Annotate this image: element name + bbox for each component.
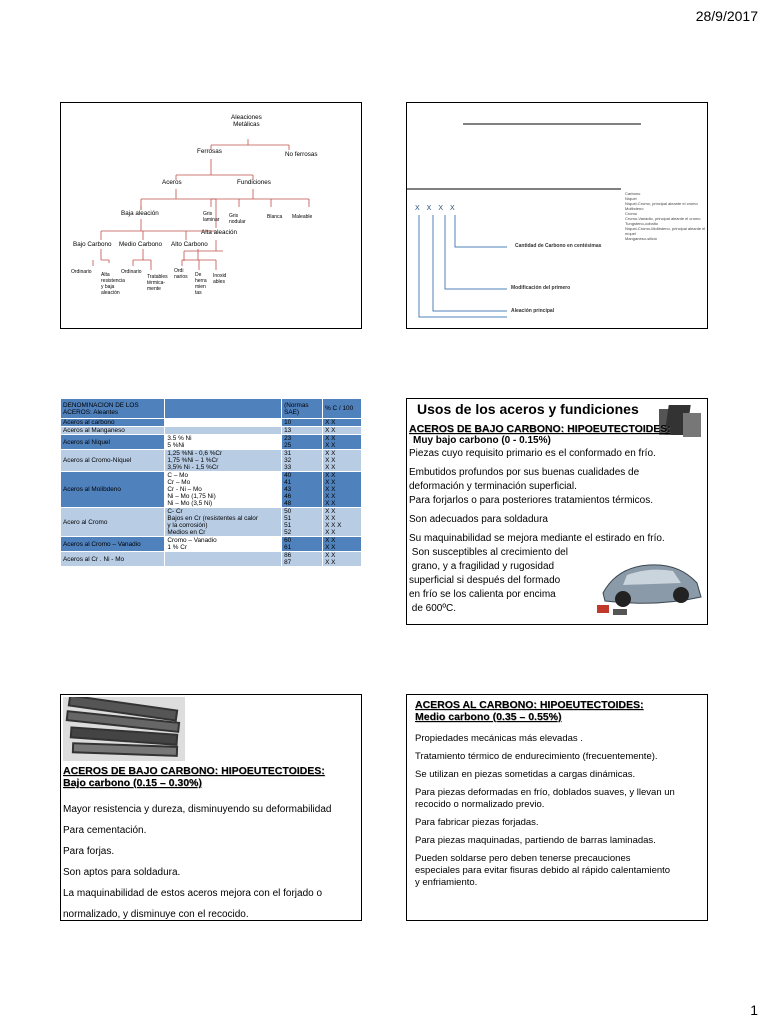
- node-ordinario-1: Ordinario: [71, 269, 92, 275]
- page-number: 1: [750, 1002, 758, 1018]
- cell-denominacion: Aceros al Cromo-Níquel: [61, 450, 165, 472]
- th-aleantes: [165, 399, 282, 419]
- cell-carbon-line: X X: [325, 529, 336, 536]
- cell-aleantes-line: C- Cr: [167, 508, 183, 515]
- cell-aleantes-line: C – Mo: [167, 472, 189, 479]
- cell-aleantes-line: Ni – Mo (3,5 Ni): [167, 500, 213, 507]
- cell-aleantes-line: 1,25 %Ni - 0,6 %Cr: [167, 450, 223, 457]
- cell-aleantes-line: 1,75 %Ni – 1 %Cr: [167, 457, 219, 464]
- document-date: 28/9/2017: [695, 8, 758, 24]
- sae-legend: Carbono Níquel Níquel-Cromo, principal aleante el cromo Molibdeno Cromo Cromo-Vanadio, principal aleante el cromo Tungsteno-cobalto Níquel-Cromo-Molibdeno, principal aleante el níquel Manganeso-silicio: [625, 191, 706, 241]
- cell-sae-line: 33: [284, 464, 292, 471]
- slide-sae-code: [406, 102, 708, 329]
- cell-carbon-line: X X: [325, 500, 336, 507]
- th-sae: (Normas SAE): [282, 399, 323, 419]
- cell-denominacion: Aceros al Cromo – Vanadio: [61, 537, 165, 552]
- table-row: [61, 427, 362, 435]
- cell-sae: [282, 537, 323, 552]
- cell-sae-line: 10: [284, 419, 292, 426]
- cell-aleantes-line: 3,5% Ni - 1,5 %Cr: [167, 464, 219, 471]
- cell-carbon-line: X X X: [325, 522, 342, 529]
- cell-carbon-line: X X: [325, 479, 336, 486]
- cell-aleantes: [165, 419, 282, 427]
- cell-carbon-line: X X: [325, 419, 336, 426]
- table-row: [61, 419, 362, 427]
- cell-sae-line: 48: [284, 500, 292, 507]
- cell-sae-line: 32: [284, 457, 292, 464]
- heading-medio-carbono-range: Medio carbono (0.35 – 0.55%): [415, 711, 562, 723]
- steel-bars-image: [63, 697, 185, 761]
- cell-carbon-line: X X: [325, 537, 336, 544]
- cell-aleantes-line: Bajos en Cr (resistentes al calor: [167, 515, 258, 522]
- cell-carbon: [323, 552, 362, 567]
- node-aceros: Aceros: [162, 179, 182, 186]
- table-row: [61, 472, 362, 508]
- cell-carbon-line: X X: [325, 472, 336, 479]
- heading-bajo-carbono: ACEROS DE BAJO CARBONO: HIPOEUTECTOIDES:: [409, 423, 671, 435]
- cell-denominacion: Aceros al carbono: [61, 419, 165, 427]
- cell-sae-line: 40: [284, 472, 292, 479]
- cell-denominacion: Aceros al Cr . Ni - Mo: [61, 552, 165, 567]
- cell-sae-line: 51: [284, 522, 292, 529]
- node-fundiciones: Fundiciones: [237, 179, 271, 186]
- slide-bajo-carbono: [60, 694, 362, 921]
- node-ordinario-2: Ordinario: [121, 269, 142, 275]
- heading-bajo-carbono-2: ACEROS DE BAJO CARBONO: HIPOEUTECTOIDES:: [63, 765, 325, 777]
- cell-sae: [282, 552, 323, 567]
- bajo-carbono-text: Mayor resistencia y dureza, disminuyendo su deformabilidad Para cementación. Para forjas. Son aptos para soldadura. La maquinabilidad de estos aceros mejora con el forjado o normalizado, y disminuye con el recocido.: [63, 804, 332, 920]
- node-herramientas: De herra mien tas: [195, 272, 207, 296]
- cell-denominacion: Aceros al Níquel: [61, 435, 165, 450]
- cell-carbon-line: X X: [325, 464, 336, 471]
- cell-sae-line: 43: [284, 486, 292, 493]
- sae-steel-table: [60, 398, 362, 567]
- cell-carbon-line: X X: [325, 457, 336, 464]
- cell-sae-line: 87: [284, 559, 292, 566]
- cell-carbon: [323, 435, 362, 450]
- node-bajo-carbono: Bajo Carbono: [73, 241, 112, 248]
- cell-denominacion: Aceros al Molibdeno: [61, 472, 165, 508]
- car-body-image: [597, 549, 705, 621]
- cell-sae-line: 52: [284, 529, 292, 536]
- slide-alloy-classification: [60, 102, 362, 329]
- cell-sae: [282, 450, 323, 472]
- cell-aleantes: [165, 552, 282, 567]
- cell-carbon: [323, 472, 362, 508]
- node-inoxidables: Inoxid ables: [213, 273, 227, 285]
- th-carbon: % C / 100: [323, 399, 362, 419]
- steel-parts-image: [657, 403, 703, 441]
- medio-carbono-text: Propiedades mecánicas más elevadas . Tratamiento térmico de endurecimiento (frecuentemente). Se utilizan en piezas sometidas a cargas dinámicas. Para piezas deformadas en frío, doblados suaves, y llevan un recocido o normalizado previo. Para fabricar piezas forjadas. Para piezas maquinadas, partiendo de barras laminadas. Pueden soldarse pero deben tenerse precauciones especiales para evitar fisuras debido al rápido calentamiento y enfriamiento.: [415, 733, 675, 888]
- node-baja-aleacion: Baja aleación: [121, 210, 159, 217]
- cell-aleantes-line: Medios en Cr: [167, 529, 206, 536]
- cell-aleantes: [165, 537, 282, 552]
- node-alta-aleacion: Alta aleación: [201, 229, 238, 236]
- cell-aleantes-line: y la corrosión): [167, 522, 208, 529]
- cell-aleantes-line: 3.5 % Ni: [167, 435, 192, 442]
- cell-carbon-line: X X: [325, 442, 336, 449]
- cell-aleantes-line: 5 %Ni: [167, 442, 185, 449]
- cell-carbon: [323, 419, 362, 427]
- cell-carbon: [323, 450, 362, 472]
- th-denominacion: DENOMINACION DE LOS ACEROS: Aleantes: [61, 399, 165, 419]
- cell-sae-line: 25: [284, 442, 292, 449]
- usos-text: Piezas cuyo requisito primario es el conformado en frío. Embutidos profundos por sus buenas cualidades de deformación y terminación superficial. Para forjarlos o para posteriores tratamientos térmicos. Son adecuados para soldadura Su maquinabilidad se mejora mediante el estirado en frío. Son susceptibles al crecimiento del grano, y a fragilidad y rugosidad superficial si después del formado en frío se los calienta por encima de 600ºC.: [409, 448, 665, 614]
- cell-sae: [282, 419, 323, 427]
- cell-carbon-line: X X: [325, 559, 336, 566]
- cell-aleantes: [165, 427, 282, 435]
- cell-carbon: [323, 508, 362, 537]
- sae-x-placeholders: XXXX: [415, 205, 462, 212]
- slide-title-usos: Usos de los aceros y fundiciones: [417, 401, 639, 417]
- table-row: [61, 450, 362, 472]
- heading-bajo-carbono-range: Bajo carbono (0.15 – 0.30%): [63, 777, 202, 789]
- cell-carbon-line: X X: [325, 493, 336, 500]
- table-row: [61, 435, 362, 450]
- cell-carbon-line: X X: [325, 552, 336, 559]
- table-row: [61, 508, 362, 537]
- cell-aleantes: [165, 435, 282, 450]
- cell-sae-line: 13: [284, 427, 292, 434]
- node-gris-nodular: Gris nodular: [229, 213, 246, 225]
- cell-carbon-line: X X: [325, 435, 336, 442]
- cell-sae-line: 61: [284, 544, 292, 551]
- cell-carbon-line: X X: [325, 508, 336, 515]
- cell-carbon: [323, 537, 362, 552]
- cell-carbon-line: X X: [325, 427, 336, 434]
- cell-sae: [282, 508, 323, 537]
- slide-sae-table: [60, 398, 362, 625]
- heading-muy-bajo-carbono: Muy bajo carbono (0 - 0.15%): [413, 435, 551, 446]
- cell-sae-line: 46: [284, 493, 292, 500]
- node-gris-laminar: Gris laminar: [203, 211, 220, 223]
- node-alto-carbono: Alto Carbono: [171, 241, 208, 248]
- cell-aleantes-line: Ni – Mo (1,75 Ni): [167, 493, 216, 500]
- cell-sae-line: 51: [284, 515, 292, 522]
- heading-medio-carbono: ACEROS AL CARBONO: HIPOEUTECTOIDES:: [415, 699, 644, 711]
- cell-sae-line: 60: [284, 537, 292, 544]
- cell-carbon: [323, 427, 362, 435]
- cell-carbon-line: X X: [325, 544, 336, 551]
- slide-usos: [406, 398, 708, 625]
- label-first-modification: Modificación del primero: [511, 285, 571, 291]
- cell-sae-line: 31: [284, 450, 292, 457]
- cell-aleantes-line: Cr – Mo: [167, 479, 191, 486]
- cell-sae: [282, 427, 323, 435]
- node-medio-carbono: Medio Carbono: [119, 241, 163, 248]
- node-blanca: Blanca: [267, 214, 283, 220]
- cell-sae-line: 23: [284, 435, 292, 442]
- slide-medio-carbono: [406, 694, 708, 921]
- cell-sae-line: 50: [284, 508, 292, 515]
- cell-aleantes-line: 1 % Cr: [167, 544, 187, 551]
- node-maleable: Maleable: [292, 214, 313, 220]
- table-row: [61, 552, 362, 567]
- cell-denominacion: Aceros al Manganeso: [61, 427, 165, 435]
- cell-sae: [282, 435, 323, 450]
- cell-aleantes-line: Cromo – Vanadio: [167, 537, 217, 544]
- cell-carbon-line: X X: [325, 450, 336, 457]
- cell-sae-line: 86: [284, 552, 292, 559]
- cell-aleantes: [165, 472, 282, 508]
- node-no-ferrosas: No ferrosas: [285, 151, 318, 158]
- label-main-alloy: Aleación principal: [511, 308, 555, 314]
- cell-carbon-line: X X: [325, 515, 336, 522]
- label-carbon-content: Cantidad de Carbono en centésimas: [515, 243, 602, 249]
- node-aleaciones-metalicas: Aleaciones Metálicas: [231, 114, 262, 128]
- cell-aleantes: [165, 508, 282, 537]
- node-tratables: Tratables térmica- mente: [147, 274, 168, 292]
- table-row: [61, 537, 362, 552]
- node-alta-resistencia: Alta resistencia y baja aleación: [101, 272, 125, 296]
- node-ferrosas: Ferrosas: [197, 148, 222, 155]
- cell-sae: [282, 472, 323, 508]
- cell-denominacion: Acero al Cromo: [61, 508, 165, 537]
- cell-carbon-line: X X: [325, 486, 336, 493]
- cell-aleantes-line: Cr - Ni – Mo: [167, 486, 202, 493]
- node-ordinarios: Ordi narios: [174, 268, 188, 280]
- cell-sae-line: 41: [284, 479, 292, 486]
- cell-aleantes: [165, 450, 282, 472]
